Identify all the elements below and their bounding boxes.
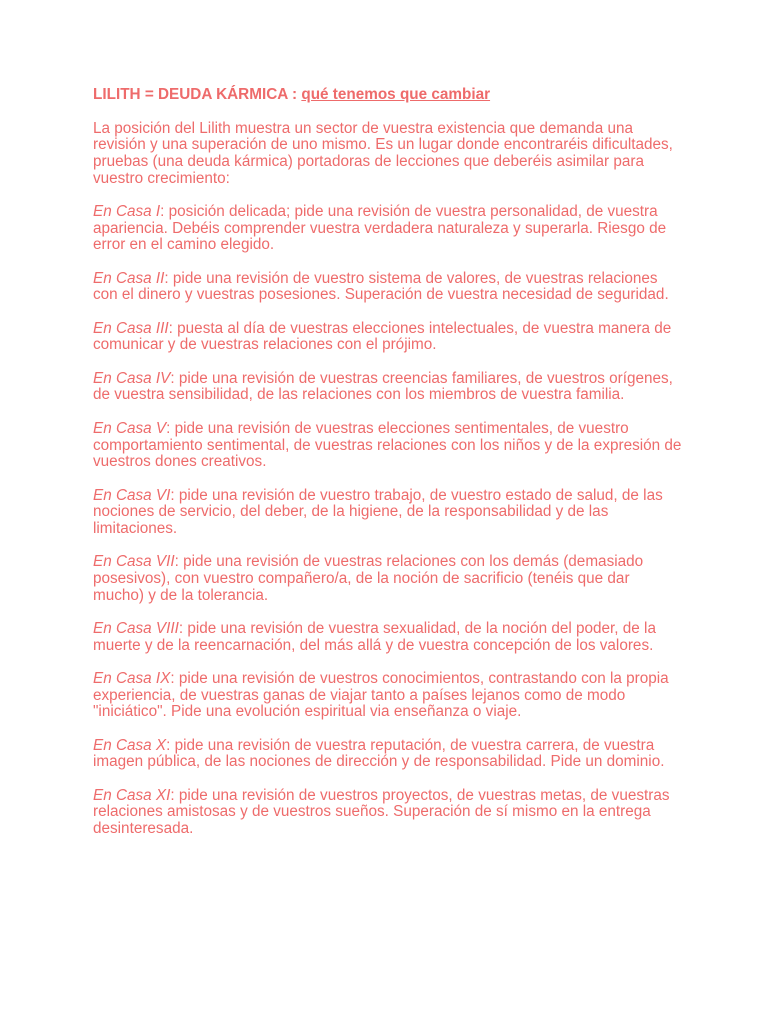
house-paragraph	[93, 788, 683, 838]
house-paragraph	[93, 554, 683, 604]
house-text: : pide una revisión de vuestros proyectos, de vuestras metas, de vuestras relaciones amistosas y de vuestros sueños. Superación de sí mismo en la entrega desinteresada.	[93, 786, 670, 837]
house-paragraph	[93, 321, 683, 354]
house-paragraph	[93, 738, 683, 771]
house-label: En Casa V	[93, 419, 167, 437]
house-text: : pide una revisión de vuestros conocimientos, contrastando con la propia experiencia, de vuestras ganas de viajar tanto a países lejanos como de modo "iniciático". Pide una evolución espiritual via enseñanza o viaje.	[93, 670, 669, 721]
house-label: En Casa XI	[93, 786, 171, 804]
house-paragraph	[93, 621, 683, 654]
document-heading	[93, 86, 683, 104]
house-text: : pide una revisión de vuestras relaciones con los demás (demasiado posesivos), con vuestro compañero/a, de la noción de sacrificio (tenéis que dar mucho) y de la tolerancia.	[93, 553, 644, 604]
house-label: En Casa X	[93, 736, 167, 754]
intro-paragraph: La posición del Lilith muestra un sector de vuestra existencia que demanda una revisión y una superación de uno mismo. Es un lugar donde encontraréis dificultades, pruebas (una deuda kármica) portadoras de lecciones que deberéis asimilar para vuestro crecimiento:	[93, 119, 673, 187]
house-text: : pide una revisión de vuestras creencias familiares, de vuestros orígenes, de vuestra sensibilidad, de las relaciones con los miembros de vuestra familia.	[93, 369, 673, 404]
house-label: En Casa IV	[93, 369, 171, 387]
house-label: En Casa VII	[93, 553, 175, 571]
house-label: En Casa VIII	[93, 619, 179, 637]
document-page	[93, 86, 683, 854]
house-label: En Casa II	[93, 269, 165, 287]
house-text: : pide una revisión de vuestro trabajo, de vuestro estado de salud, de las nociones de servicio, del deber, de la higiene, de la responsabilidad y de las limitaciones.	[93, 486, 663, 537]
house-label: En Casa VI	[93, 486, 171, 504]
house-label: En Casa IX	[93, 670, 171, 688]
heading-title: LILITH = DEUDA KÁRMICA :	[93, 86, 302, 103]
house-paragraph	[93, 204, 683, 254]
heading-link[interactable]: qué tenemos que cambiar	[301, 86, 491, 103]
house-text: : pide una revisión de vuestro sistema de valores, de vuestras relaciones con el dinero y vuestras posesiones. Superación de vuestra necesidad de seguridad.	[93, 269, 669, 304]
house-text: : pide una revisión de vuestra sexualidad, de la noción del poder, de la muerte y de la reencarnación, del más allá y de vuestra concepción de los valores.	[93, 619, 656, 654]
house-text: : posición delicada; pide una revisión de vuestra personalidad, de vuestra apariencia. Debéis comprender vuestra verdadera naturaleza y superarla. Riesgo de error en el camino elegido.	[93, 203, 667, 254]
house-paragraph	[93, 271, 683, 304]
house-text: : puesta al día de vuestras elecciones intelectuales, de vuestra manera de comunicar y de vuestras relaciones con el prójimo.	[93, 319, 672, 354]
house-label: En Casa I	[93, 203, 161, 221]
house-paragraph	[93, 371, 683, 404]
house-text: : pide una revisión de vuestra reputación, de vuestra carrera, de vuestra imagen pública, de las nociones de dirección y de responsabilidad. Pide un dominio.	[93, 736, 665, 771]
house-paragraph	[93, 671, 683, 721]
house-paragraph	[93, 488, 683, 538]
house-paragraph	[93, 421, 683, 471]
house-text: : pide una revisión de vuestras elecciones sentimentales, de vuestro comportamiento sentimental, de vuestras relaciones con los niños y de la expresión de vuestros dones creativos.	[93, 419, 682, 471]
house-label: En Casa III	[93, 319, 169, 337]
